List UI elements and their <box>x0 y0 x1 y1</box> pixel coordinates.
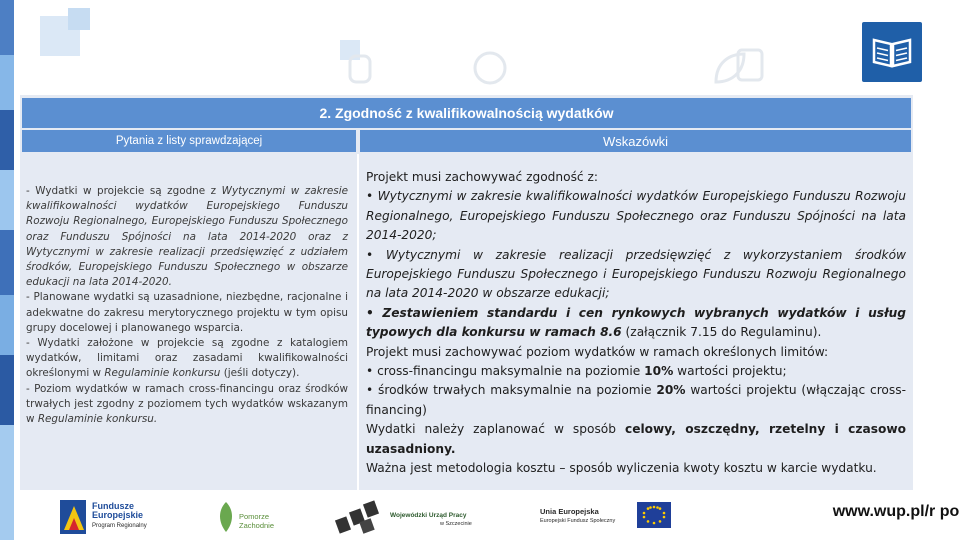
footer-logos <box>0 492 960 540</box>
hint-line: Ważna jest metodologia kosztu – sposób wyliczenia kwoty kosztu w karcie wydatku. <box>366 461 877 476</box>
hint-text: wartości projektu (włączając cross-financing) <box>366 383 906 417</box>
question-text-italic: Wytycznymi w zakresie kwalifikowalności wydatków Europejskiego Funduszu Rozwoju Regionalnego, Europejskiego Funduszu Społecznego oraz Funduszu Spójności na lata 2014-2020 oraz z Wytycznymi w zakresie realizacji przedsięwzięć z udziałem środków, Europejskiego Funduszu Społecznego w obszarze edukacji na lata 2014-2020. <box>26 185 348 289</box>
eu-line1: Unia Europejska <box>540 507 599 516</box>
pomorze-logo-icon <box>215 500 237 534</box>
eligibility-table <box>20 95 913 490</box>
hand-icon <box>340 48 380 88</box>
train-icon <box>730 46 770 90</box>
website-url[interactable]: www.wup.pl/r po <box>832 503 960 540</box>
fe-line2: Europejskie <box>92 510 144 520</box>
column-header-questions: Pytania z listy sprawdzającej <box>22 130 356 152</box>
hint-text-bold: • Zestawieniem standardu i cen rynkowych wybranych wydatków i usług typowych dla konkursu w ramach 8.6 <box>366 305 906 340</box>
book-icon-box <box>862 22 922 82</box>
hint-text: wartości projektu; <box>673 364 787 379</box>
fe-line3: Program Regionalny <box>92 523 147 529</box>
fan-icon <box>470 48 510 88</box>
wup-szczecin-logo <box>335 498 485 536</box>
hint-text: (załącznik 7.15 do Regulaminu). <box>621 325 822 340</box>
question-text-italic: Regulaminie konkursu <box>104 367 221 380</box>
fundusze-europejskie-logo <box>60 500 170 536</box>
hint-line: Projekt musi zachowywać zgodność z: <box>366 170 599 184</box>
question-paragraph <box>26 336 348 382</box>
hints-cell <box>366 168 906 479</box>
eu-efs-logo <box>540 498 675 536</box>
eu-line2: Europejski Fundusz Społeczny <box>540 518 616 524</box>
eu-flag-icon <box>637 502 671 528</box>
hint-text: • cross-financingu maksymalnie na poziomie <box>366 364 645 379</box>
wup-line1: Wojewódzki Urząd Pracy <box>390 512 467 519</box>
fe-logo-icon <box>60 500 88 534</box>
book-icon <box>862 22 922 82</box>
question-paragraph <box>26 184 348 290</box>
hint-text: • środków trwałych maksymalnie na poziomie <box>366 383 657 398</box>
column-header-hints: Wskazówki <box>360 130 911 152</box>
hint-text-bold: 20% <box>656 383 686 398</box>
hint-text: Wydatki należy zaplanować w sposób <box>366 422 625 437</box>
hint-line <box>366 381 906 420</box>
question-text: - Wydatki w projekcie są zgodne z <box>26 185 222 197</box>
pomorze-line1: Pomorze <box>239 512 270 521</box>
hint-line: Projekt musi zachowywać poziom wydatków w ramach określonych limitów: <box>366 344 829 359</box>
question-paragraph <box>26 382 348 428</box>
question-text: (jeśli dotyczy). <box>220 367 300 380</box>
question-text: - Planowane wydatki są uzasadnione, niezbędne, racjonalne i adekwatne do zakresu merytorycznego projektu w tym opisu grupy docelowej i planowanego wsparcia. <box>26 291 348 334</box>
hint-line <box>366 362 906 381</box>
hint-line <box>366 304 906 343</box>
hint-text-bold: celowy, oszczędny, rzetelny i czasowo uzasadniony. <box>366 422 906 456</box>
pomorze-line2: Zachodnie <box>239 521 275 530</box>
column-divider <box>357 154 359 490</box>
hint-line <box>366 420 906 459</box>
question-text: - Wydatki założone w projekcie są zgodne z katalogiem wydatków, limitami oraz zasadami kwalifikowalności określonymi w <box>26 337 348 380</box>
table-title: 2. Zgodność z kwalifikowalnością wydatków <box>22 98 911 128</box>
hint-line: • Wytycznymi w zakresie realizacji przedsięwzięć z wykorzystaniem środków Europejskiego Funduszu Społecznego i Europejskiego Funduszu Rozwoju Regionalnego na lata 2014-2020 w obszarze edukacji; <box>366 247 906 301</box>
question-text: - Poziom wydatków w ramach cross-financingu oraz środków trwałych jest zgodny z poziomem tych wydatków wskazanym w <box>26 382 348 426</box>
hint-line: • Wytycznymi w zakresie kwalifikowalności wydatków Europejskiego Funduszu Rozwoju Regionalnego, Europejskiego Funduszu Społecznego oraz Funduszu Spójności na lata 2014-2020; <box>366 189 906 243</box>
wup-line2: w Szczecinie <box>440 521 472 527</box>
fe-line1: Fundusze <box>92 501 134 511</box>
pomorze-zachodnie-logo <box>215 500 285 536</box>
wup-logo-icon <box>335 498 385 534</box>
hint-text-bold: 10% <box>644 364 674 379</box>
question-text-italic: Regulaminie konkursu. <box>37 413 158 426</box>
background-decoration <box>40 8 840 98</box>
questions-cell <box>26 184 348 427</box>
question-paragraph <box>26 290 348 336</box>
decorative-color-strip <box>0 0 14 540</box>
